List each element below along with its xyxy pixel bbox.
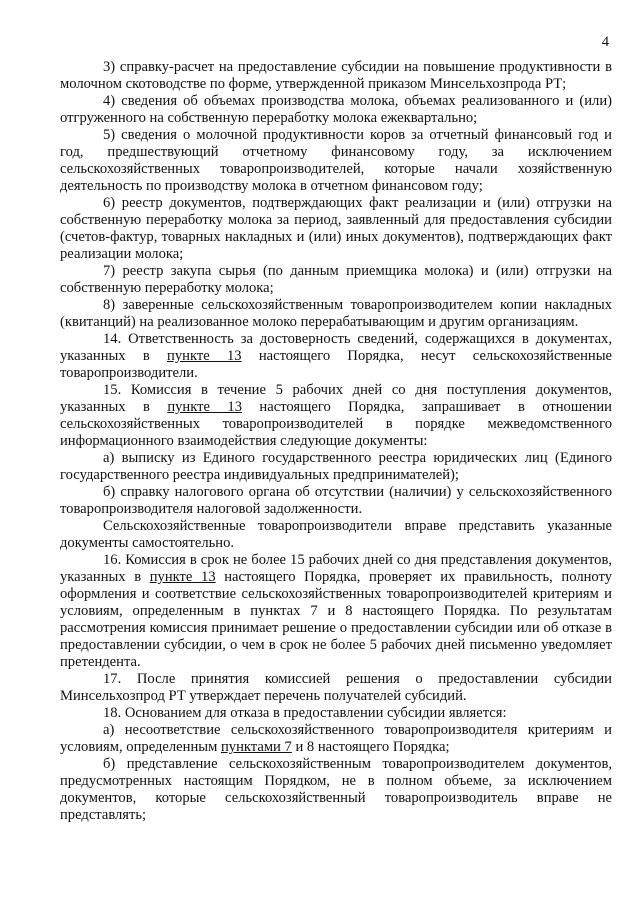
paragraph-text: 3) справку-расчет на предоставление субсидии на повышение продуктивности в молочном скотоводстве по форме, утвержденной приказом Минсельхозпрода РТ; — [60, 59, 612, 92]
paragraph-text: 17. После принятия комиссией решения о предоставлении субсидии Минсельхозпрод РТ утверждает перечень получателей субсидий. — [60, 671, 612, 704]
paragraph — [60, 59, 612, 93]
paragraph-text: и 8 настоящего Порядка; — [291, 739, 450, 755]
paragraph — [60, 331, 612, 382]
paragraph — [60, 93, 612, 127]
paragraph-text: 14. Ответственность за достоверность сведений, содержащихся в документах, указанных в — [60, 331, 612, 364]
paragraph-text: б) справку налогового органа об отсутствии (наличии) у сельскохозяйственного товаропроизводителя налоговой задолженности. — [60, 484, 612, 517]
paragraph-text: Сельскохозяйственные товаропроизводители вправе представить указанные документы самостоятельно. — [60, 518, 612, 551]
paragraph — [60, 671, 612, 705]
paragraph — [60, 382, 612, 450]
paragraph — [60, 552, 612, 671]
page-number: 4 — [601, 34, 609, 50]
paragraph-text: 5) сведения о молочной продуктивности коров за отчетный финансовый год и год, предшествующий отчетному финансовому году, за исключением сельскохозяйственных товаропроизводителей, которые начали хозяйственную деятельность по производству молока в отчетном финансовом году; — [60, 127, 612, 194]
paragraph-text: а) несоответствие сельскохозяйственного товаропроизводителя критериям и условиям, определенным — [60, 722, 612, 755]
paragraph-text: 15. Комиссия в течение 5 рабочих дней со дня поступления документов, указанных в — [60, 382, 612, 415]
paragraph-text: б) представление сельскохозяйственным товаропроизводителем документов, предусмотренных настоящим Порядком, не в полном объеме, за исключением документов, которые сельскохозяйственный товаропроизводитель вправе не представлять; — [60, 756, 612, 823]
paragraph-text: 18. Основанием для отказа в предоставлении субсидии является: — [103, 705, 507, 721]
paragraph — [60, 518, 612, 552]
paragraph — [60, 297, 612, 331]
document-reference-link[interactable]: пункте 13 — [167, 348, 242, 364]
paragraph — [60, 484, 612, 518]
paragraph-text: 7) реестр закупа сырья (по данным приемщика молока) и (или) отгрузки на собственную переработку молока; — [60, 263, 612, 296]
paragraph-text: настоящего Порядка, несут сельскохозяйственные товаропроизводители. — [60, 348, 612, 381]
paragraph — [60, 705, 612, 722]
paragraph — [60, 722, 612, 756]
paragraph — [60, 756, 612, 824]
paragraph-text: 8) заверенные сельскохозяйственным товаропроизводителем копии накладных (квитанций) на реализованное молоко перерабатывающим и другим организациям. — [60, 297, 612, 330]
paragraph — [60, 127, 612, 195]
paragraph-text: настоящего Порядка, запрашивает в отношении сельскохозяйственных товаропроизводителей в порядке межведомственного информационного взаимодействия следующие документы: — [60, 399, 612, 449]
document-reference-link[interactable]: пунктами 7 — [220, 739, 292, 755]
paragraph — [60, 450, 612, 484]
document-body — [60, 59, 612, 824]
document-reference-link[interactable]: пункте 13 — [167, 399, 243, 415]
paragraph-text: 6) реестр документов, подтверждающих факт реализации и (или) отгрузки на собственную переработку молока за период, заявленный для предоставления субсидии (счетов-фактур, товарных накладных и (или) иных документов), подтверждающих факт реализации молока; — [60, 195, 612, 262]
paragraph — [60, 195, 612, 263]
paragraph-text: 4) сведения об объемах производства молока, объемах реализованного и (или) отгруженного на собственную переработку молока ежеквартально; — [60, 93, 612, 126]
paragraph-text: а) выписку из Единого государственного реестра юридических лиц (Единого государственного реестра индивидуальных предпринимателей); — [60, 450, 612, 483]
paragraph-text: 16. Комиссия в срок не более 15 рабочих дней со дня представления документов, указанных в — [60, 552, 612, 585]
paragraph-text: настоящего Порядка, проверяет их правильность, полноту оформления и соответствие сельскохозяйственных товаропроизводителей критериям и условиям, определенным в пунктах 7 и 8 настоящего Порядка. По результатам рассмотрения комиссия принимает решение о предоставлении субсидии или об отказе в предоставлении субсидии, о чем в срок не более 5 рабочих дней письменно уведомляет претендента. — [60, 569, 613, 670]
paragraph — [60, 263, 612, 297]
document-reference-link[interactable]: пункте 13 — [149, 569, 216, 585]
